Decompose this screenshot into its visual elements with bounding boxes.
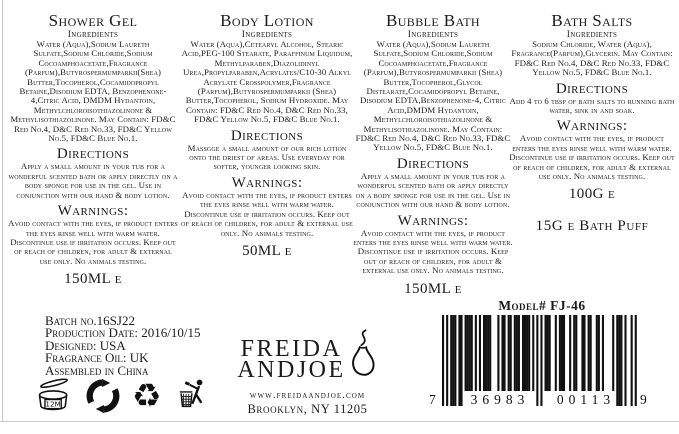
net-content: 150ML e — [404, 280, 462, 297]
directions-text: Apply a small amount in your tub for a wonderful scented bath or apply directly on a body sponge for use in the gel. Use in conjunction with our hand & body lotion. — [8, 161, 178, 200]
perfume-bottle-icon — [348, 328, 378, 387]
product-title: Bubble Bath — [386, 11, 480, 30]
ingredients-heading: Ingredients — [67, 30, 119, 40]
warnings-text: Avoid contact with the eyes, if product enters the eyes rinse well with warm water. Discontinue use if irritation occurs. Keep out of reach of children, for adult & external use only. No animals testing. — [8, 218, 178, 266]
ingredients-heading: Ingredients — [407, 30, 459, 40]
designed-in: Designed: USA — [45, 337, 126, 353]
panel-bath-salts — [509, 11, 675, 235]
directions-heading: Directions — [555, 80, 629, 97]
ingredients-text: Water (Aqua),Sodium Laureth Sulfate,Sodium Chloride,Sodium Cocoamphoacetate,Fragrance (Parfum),Butyrospermumparkii(Shea) Butter,Tocopherol,Cocamidopropyl Betaine,Disodium EDTA, Benzophenone-4,Citric Acid, DMDM Hydantoin, Methylchloroisothiazolinone & Methylisothiazolinone. May Contain: FD&C Red No.4, D&C Red No.33, FD&C Yellow No.5, FD&C Blue No.1. — [10, 39, 176, 144]
bath-puff-content: 15G e Bath Puff — [535, 218, 649, 235]
barcode-digit-last: 9 — [640, 392, 647, 407]
net-content: 50ML e — [242, 242, 292, 259]
ingredients-heading: Ingredients — [566, 30, 618, 40]
regulatory-icons-row — [34, 376, 209, 414]
assembled-in: Assembled in China — [45, 362, 149, 378]
directions-heading: Directions — [230, 127, 304, 144]
batch-info-block — [45, 315, 200, 377]
directions-text: Apply a small amount in your tub for a wonderful scented bath or apply directly on a body sponge for use in the gel. Use in conjunction with our hand & body lotion. — [355, 170, 511, 210]
directions-heading: Directions — [56, 146, 130, 163]
sheet-edge-left — [2, 0, 3, 421]
net-content: 100G e — [568, 186, 616, 203]
tidyman-icon — [173, 378, 209, 414]
directions-text: Add 4 to 6 tbsp of bath salts to running bath water, sink in and soak. — [509, 95, 675, 116]
warnings-heading: Warnings: — [556, 118, 628, 135]
product-title: Body Lotion — [220, 11, 314, 30]
warnings-heading: Warnings: — [57, 203, 129, 220]
sheet-edge-bottom — [0, 421, 679, 422]
net-content: 150ML e — [64, 271, 122, 288]
warnings-text: Avoid contact with the eyes, if product enters the eyes rinse well with warm water. Discontinue use if irritation occurs. Keep out of reach of children, for adult & external use only. No animals testing. — [181, 189, 353, 238]
barcode-digit-group1: 36983 — [470, 392, 530, 407]
brand-name — [237, 328, 345, 381]
recycle-icon: ♻ — [132, 376, 162, 415]
barcode-digit-group2: 00113 — [556, 392, 616, 407]
warnings-text: Avoid contact with the eyes, if product enters the eyes rinse well with warm water. Discontinue use if irritation occurs. Keep out of reach of children, for adult & external use only. No animals testing. — [353, 227, 513, 276]
warnings-text: Avoid contact with the eyes, if product enters the eyes rinse well with warm water. Discontinue use if irritation occurs. Keep out of reach of children, for adult & external use only. No animals testing. — [509, 133, 675, 182]
ingredients-text: Sodium Chloride, Water (Aqua), Fragrance(Parfum),Glycerin. May Contain: FD&C Red No.4, D&C Red No.33, FD&C Yellow No.5, FD&C Blue No.1. — [511, 39, 673, 78]
green-dot-icon — [85, 378, 121, 414]
upc-barcode — [428, 315, 656, 411]
directions-heading: Directions — [396, 155, 470, 172]
period-after-opening-12m-icon — [34, 376, 74, 414]
brand-logo-block — [205, 328, 410, 417]
product-title: Shower Gel — [48, 11, 138, 30]
barcode-digit-first: 7 — [429, 392, 436, 407]
directions-text: Massgge a small amount of our rich lotion onto the driest of areas. Use everyday for softer, younger looking skin. — [187, 142, 347, 172]
product-title: Bath Salts — [551, 11, 633, 30]
warnings-heading: Warnings: — [231, 174, 303, 191]
ingredients-text: Water (Aqua),Cetearyl Alcohol, Stearic Acid,PEG-100 Stearate, Paraffinum Liquidum, Methylparaben,Diazolidinyl Urea,Propylparaben,Acrylates/C10-30 Alkyl Acrylate Crosspolymer,Fragrance (Parfum),Butyrospermumparkii (Shea) Butter,Tocopherol, Sodium Hydroxide. May Contain: FD&C Red No.4, D&C Red No.33, FD&C Yellow No.5, FD&C Blue No.1. — [181, 39, 353, 125]
panel-shower-gel — [8, 11, 178, 288]
brand-name-line1: FREIDA — [240, 336, 343, 362]
warnings-heading: Warnings: — [397, 212, 469, 229]
fragrance-oil-origin: Fragrance Oil: UK — [45, 350, 149, 366]
svg-text:12M: 12M — [45, 399, 61, 409]
batch-number: Batch no.16SJ22 — [45, 313, 135, 328]
panel-body-lotion — [181, 11, 353, 260]
brand-name-line2: ANDJOE — [237, 357, 346, 383]
brand-address: Brooklyn, NY 11205 — [247, 402, 368, 416]
ingredients-heading: Ingredients — [241, 30, 293, 40]
model-number: Model# FJ-46 — [498, 298, 586, 313]
brand-website: www.freidaandjoe.com — [249, 390, 366, 401]
ingredients-text: Water (Aqua),Sodium Laureth Sulfate,Sodium Chloride,Sodium Cocoamphoacetate,Fragrance (Parfum),Butyrospermumparkii (Shea) Butter,Tocopherol,Glycol Distearate,Cocamidopropyl Betaine, Disodium EDTA,Benzophenone-4, Citric Acid,DMDM Hydantoin, Methylchloroisothiazolinone & Methylisothiazolinone. May Contain: FD&C Red No.4, D&C Red No.33, FD&C Yellow No.5, FD&C Blue No.1. — [355, 39, 511, 153]
panel-bubble-bath — [352, 11, 514, 298]
production-date: Production Date: 2016/10/15 — [45, 325, 201, 341]
